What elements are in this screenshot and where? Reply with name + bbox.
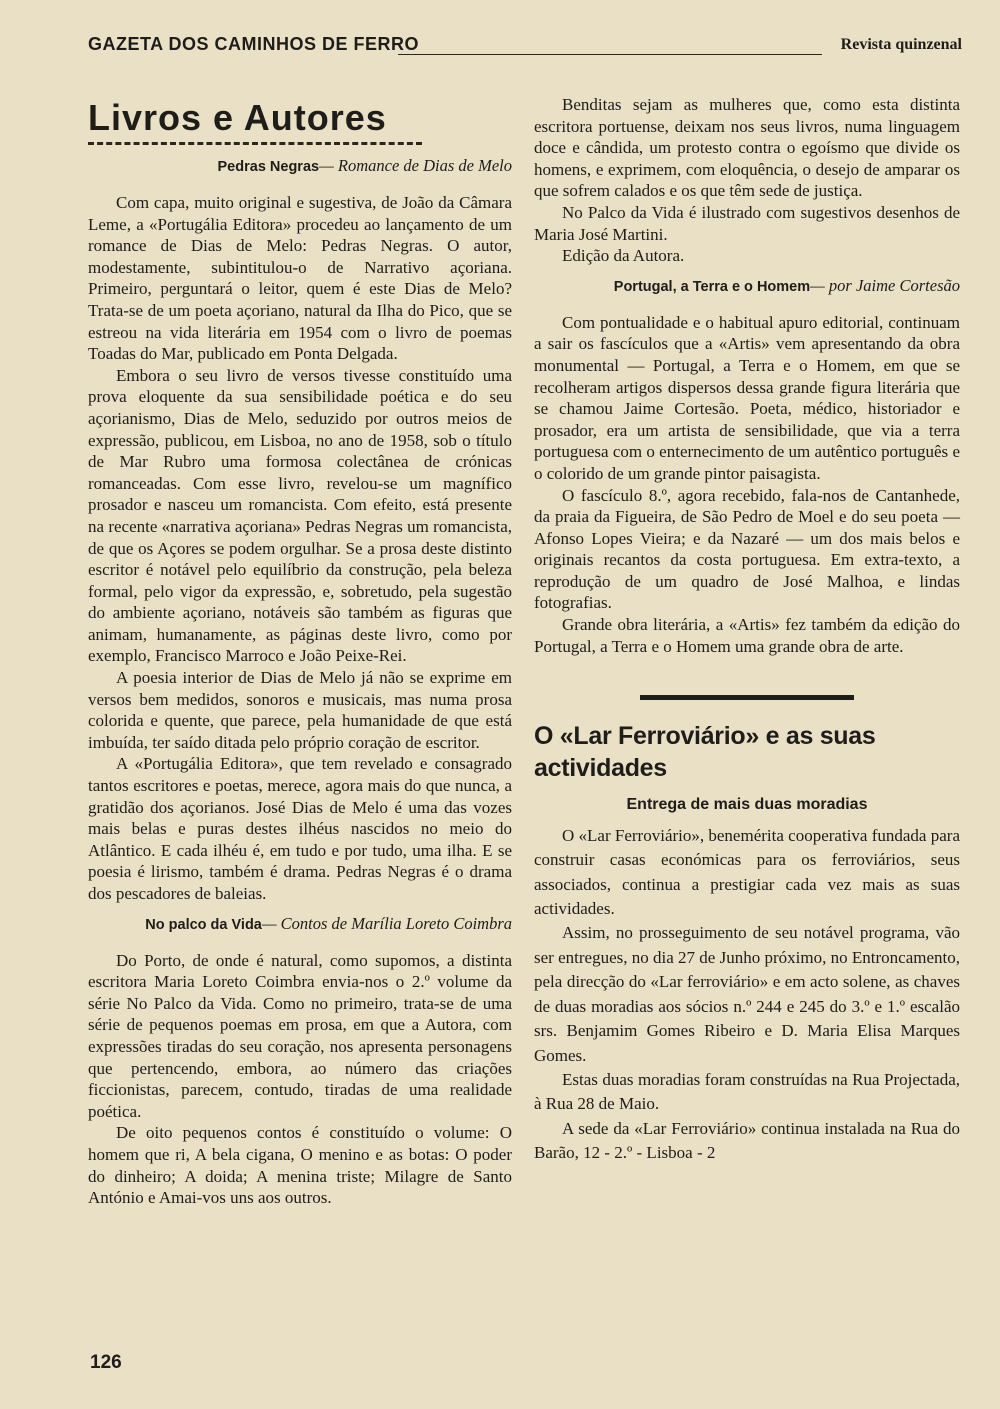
paragraph: Estas duas moradias foram construídas na Rua Projectada, à Rua 28 de Maio.	[534, 1069, 960, 1114]
paragraph: Grande obra literária, a «Artis» fez também da edição do Portugal, a Terra e o Homem uma grande obra de arte.	[534, 615, 960, 656]
paragraph: No Palco da Vida é ilustrado com sugestivos desenhos de Maria José Martini.	[534, 202, 960, 244]
review-heading-pedras-negras	[88, 155, 512, 178]
review-book-subtitle: — por Jaime Cortesão	[810, 275, 960, 295]
section-title-lar-ferroviario: O «Lar Ferroviário» e as suas actividades	[534, 722, 876, 783]
review-book-title: Portugal, a Terra e o Homem	[613, 278, 811, 295]
paragraph: Edição da Autora.	[562, 246, 685, 266]
section-divider	[640, 695, 854, 700]
paragraph: O fascículo 8.º, agora recebido, fala-nos de Cantanhede, da praia da Figueira, de São Pedro de Moel e do seu poeta — Afonso Lopes Vieira; e da Nazaré — um dos mais belos e originais recantos da costa portuguesa. Em extra-texto, a reprodução de um quadro de José Malhoa, e lindas fotografias.	[534, 485, 960, 613]
publication-title: GAZETA DOS CAMINHOS DE FERRO	[88, 34, 420, 54]
review-heading-portugal	[534, 275, 960, 298]
paragraph: A sede da «Lar Ferroviário» continua instalada na Rua do Barão, 12 - 2.º - Lisboa - 2	[534, 1118, 960, 1163]
section-subtitle: Entrega de mais duas moradias	[626, 796, 868, 814]
paragraph: Embora o seu livro de versos tivesse constituído uma prova eloquente da sua sensibilidade poética e do seu açorianismo, Dias de Melo, seduzido por outros meios de expressão, publicou, em Lisboa, no ano de 1958, sob o título de Mar Rubro uma formosa colectânea de crónicas romanceadas. Com esse livro, revelou-se um magnífico prosador e nasceu um romancista. Com efeito, está presente na recente «narrativa açoriana» Pedras Negras um romancista, de que os Açores se podem orgulhar. Se a prosa deste distinto escritor é notável pelo equilíbrio da construção, pela beleza formal, pelo vigor da expressão, e, sobretudo, pela sugestão do ambiente açoriano, notáveis são também as figuras que animam, humanamente, as páginas deste livro, como por exemplo, Francisco Marroco e João Peixe-Rei.	[88, 365, 512, 666]
left-column	[88, 96, 512, 1209]
review-book-title: No palco da Vida	[145, 916, 262, 933]
paragraph: Assim, no prosseguimento de seu notável programa, vão ser entregues, no dia 27 de Junho próximo, no Entroncamento, pela direcção do «Lar ferroviário» e em acto solene, as chaves de duas moradias aos sócios n.º 244 e 245 do 3.º e 1.º escalão srs. Benjamim Gomes Ribeiro e D. Maria Elisa Marques Gomes.	[534, 923, 960, 1065]
paragraph: O «Lar Ferroviário», benemérita cooperativa fundada para construir casas económicas para os ferroviários, seus associados, continua a prestigiar cada vez mais as suas actividades.	[534, 825, 960, 919]
review-book-title: Pedras Negras	[217, 159, 320, 175]
review-heading-no-palco-da-vida	[88, 913, 512, 936]
title-decorative-rule	[88, 142, 422, 145]
paragraph: A «Portugália Editora», que tem revelado e consagrado tantos escritores e poetas, merece, agora mais do que nunca, a gratidão dos açorianos. José Dias de Melo é uma das vozes mais belas e puras destes ilhéus nascidos no meio do Atlântico. E cada ilhéu é, em tudo e por tudo, uma ilha. E se poesia é lirismo, também é drama. Pedras Negras é o drama dos pescadores de baleias.	[88, 754, 512, 903]
right-column	[534, 94, 960, 1166]
lar-article-body	[534, 824, 960, 1166]
page-header	[88, 32, 962, 62]
paragraph: Com capa, muito original e sugestiva, de João da Câmara Leme, a «Portugália Editora» procedeu ao lançamento de um romance de Dias de Melo: Pedras Negras. O autor, modestamente, subintitulou-o de Narrativo açoriana. Primeiro, perguntará o leitor, quem é este Dias de Melo? Trata-se de um poeta açoriano, natural da Ilha do Pico, que se estreou na vida literária em 1954 com o livro de poemas Toadas do Mar, publicado em Ponta Delgada.	[88, 193, 512, 364]
paragraph: A poesia interior de Dias de Melo já não se exprime em versos bem medidos, sonoros e musicais, mas numa prosa colorida e quente, que parece, pela humanidade de que está imbuída, ter saído ditada pelo próprio coração de escritor.	[88, 668, 512, 752]
section-title-livros: Livros e Autores	[88, 97, 387, 138]
page-number: 126	[90, 1352, 122, 1373]
paragraph: Com pontualidade e o habitual apuro editorial, continuam a sair os fascículos que a «Artis» vem apresentando da obra monumental — Portugal, a Terra e o Homem, em que se recolheram artigos dispersos dessa grande figura literária que se chamou Jaime Cortesão. Poeta, médico, historiador e prosador, era um artista de sensibilidade, que via a terra portuguesa com o enternecimento de um autêntico português e o colorido de um grande pintor paisagista.	[534, 312, 960, 483]
paragraph: De oito pequenos contos é constituído o volume: O homem que ri, A bela cigana, O menino e as botas: O poder do dinheiro; A doida; A menina triste; Milagre de Santo António e Amai-vos uns aos outros.	[88, 1123, 512, 1208]
review-book-subtitle: — Romance de Dias de Melo	[319, 156, 512, 175]
header-rule	[398, 54, 822, 55]
paragraph: Do Porto, de onde é natural, como supomos, a distinta escritora Maria Loreto Coimbra envia-nos o 2.º volume da série No Palco da Vida. Como no primeiro, trata-se de uma série de pequenos poemas em prosa, em que a Autora, com expressões tiradas do seu coração, nos apresenta personagens que pertencendo, embora, ao número das criações ficcionistas, parecem, contudo, tiradas de uma realidade poética.	[88, 950, 512, 1121]
publication-frequency: Revista quinzenal	[840, 36, 962, 53]
paragraph: Benditas sejam as mulheres que, como esta distinta escritora portuense, deixam nos seus livros, numa linguagem doce e cândida, um protesto contra o egoísmo que divide os homens, e exprimem, com eloquência, o desejo de amparar os que sofrem calados e os que têm sede de justiça.	[534, 95, 960, 201]
review-book-subtitle: — Contos de Marília Loreto Coimbra	[261, 913, 512, 933]
